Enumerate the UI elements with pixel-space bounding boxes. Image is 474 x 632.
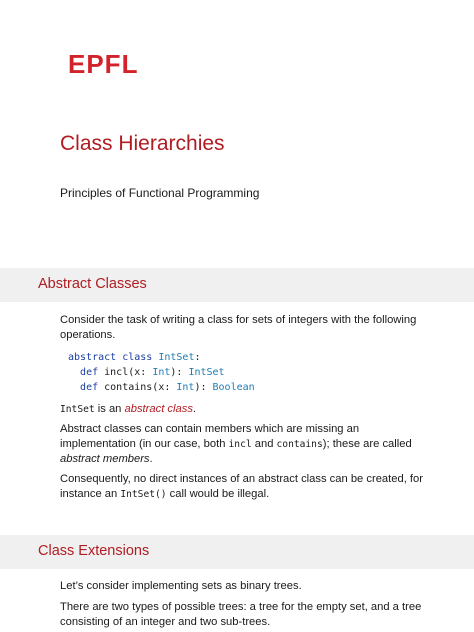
code-type: Int bbox=[152, 367, 171, 378]
section-header-class-extensions bbox=[0, 535, 474, 569]
text: . bbox=[149, 453, 153, 465]
section-header-abstract-classes bbox=[0, 268, 474, 302]
title-slide bbox=[0, 0, 474, 250]
text: call would be illegal. bbox=[166, 488, 270, 500]
code-type: Int bbox=[176, 382, 195, 393]
inline-code: IntSet() bbox=[120, 489, 167, 500]
intro-text: Consider the task of writing a class for sets of integers with the following operations. bbox=[60, 314, 417, 341]
inline-code: IntSet bbox=[60, 404, 95, 415]
abstract-members-paragraph bbox=[60, 422, 430, 467]
code-keyword: class bbox=[122, 352, 153, 363]
epfl-logo bbox=[68, 49, 139, 79]
intro-paragraph bbox=[60, 313, 430, 343]
deck-subtitle: Principles of Functional Programming bbox=[60, 186, 260, 200]
logo-text: EPFL bbox=[68, 49, 139, 79]
code-type: IntSet bbox=[158, 352, 195, 363]
text: There are two types of possible trees: a tree for the empty set, and a tree consisting of an integer and two sub-trees. bbox=[60, 601, 422, 628]
code-keyword: def bbox=[80, 367, 99, 378]
code-type: Boolean bbox=[212, 382, 255, 393]
emphasis: abstract class bbox=[124, 403, 193, 415]
tree-types-paragraph bbox=[60, 600, 430, 630]
text: and bbox=[251, 438, 277, 450]
section-title: Class Extensions bbox=[38, 543, 150, 559]
code-punct: : bbox=[194, 352, 201, 363]
inline-code: incl bbox=[228, 439, 252, 450]
deck-title: Class Hierarchies bbox=[60, 132, 225, 155]
section-title: Abstract Classes bbox=[38, 276, 147, 292]
text: Consequently, no direct instances of an abstract class can be created, for instance an bbox=[60, 473, 423, 500]
text: ); these are called bbox=[322, 438, 412, 450]
inline-code: contains bbox=[276, 439, 323, 450]
text: . bbox=[192, 403, 197, 415]
text: Abstract classes can contain members which are missing an implementation (in our case, both bbox=[60, 423, 360, 450]
code-text: incl(x: bbox=[104, 367, 153, 378]
emphasis: abstract members bbox=[60, 453, 150, 465]
instances-paragraph bbox=[60, 472, 430, 502]
code-text: ): bbox=[194, 382, 213, 393]
text: is an bbox=[94, 403, 125, 415]
code-type: IntSet bbox=[188, 367, 225, 378]
text: Let’s consider implementing sets as binary trees. bbox=[60, 580, 302, 592]
code-keyword: def bbox=[80, 382, 99, 393]
code-text: ): bbox=[170, 367, 189, 378]
code-keyword: abstract bbox=[68, 352, 117, 363]
code-text: contains(x: bbox=[104, 382, 177, 393]
code-block bbox=[68, 350, 255, 395]
abstract-class-statement bbox=[60, 402, 430, 417]
binary-trees-paragraph bbox=[60, 579, 430, 594]
